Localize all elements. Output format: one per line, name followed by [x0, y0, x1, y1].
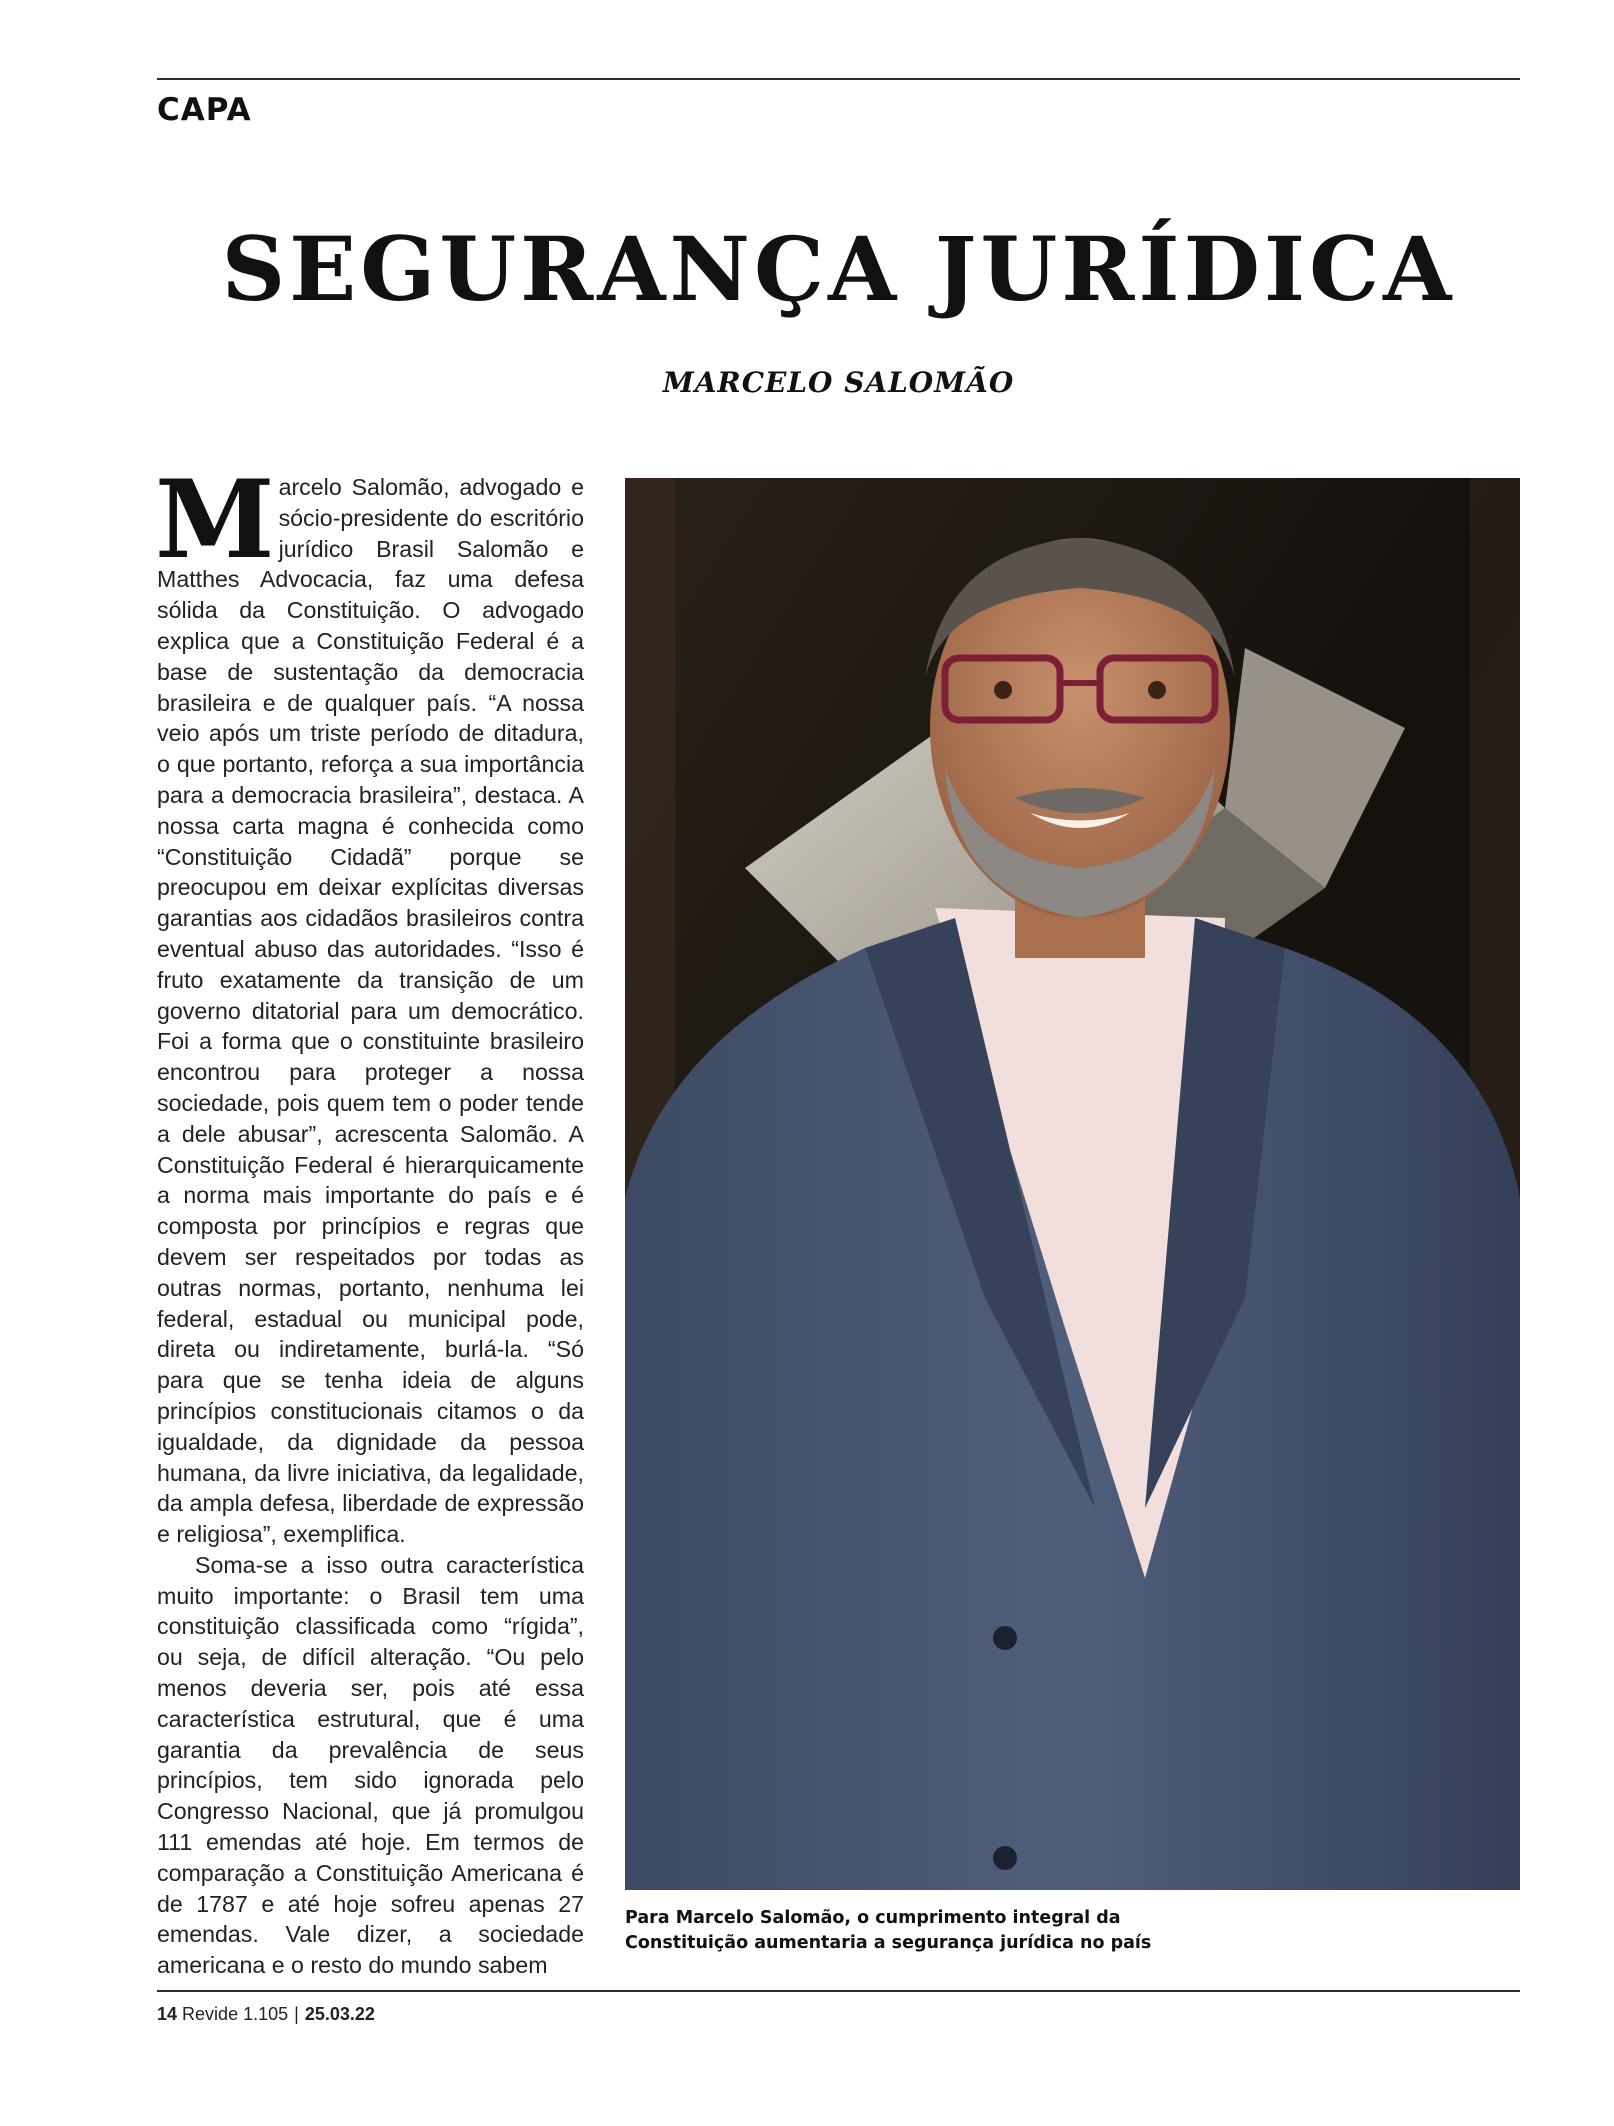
- publication-name: Revide 1.105: [182, 2004, 289, 2024]
- article-headline: SEGURANÇA JURÍDICA: [221, 217, 1456, 321]
- article-paragraph: Soma-se a isso outra característica muito importante: o Brasil tem uma constituição classificada como “rígida”, ou seja, de difícil alteração. “Ou pelo menos deveria ser, pois até essa característica estrutural, que é uma garantia da prevalência de seus princípios, tem sido ignorada pelo Congresso Nacional, que já promulgou 111 emendas até hoje. Em termos de comparação a Constituição Americana é de 1787 e até hoje sofreu apenas 27 emendas. Vale dizer, a sociedade americana e o resto do mundo sabem: [157, 1551, 584, 1979]
- portrait-illustration: [625, 478, 1520, 1890]
- photo-caption: [625, 1906, 1520, 1956]
- page-footer: [157, 2004, 375, 2025]
- bottom-rule: [157, 1990, 1520, 1992]
- portrait-photo: [625, 478, 1520, 1890]
- article-author: MARCELO SALOMÃO: [662, 366, 1015, 399]
- issue-date: 25.03.22: [304, 2004, 375, 2024]
- caption-line: Para Marcelo Salomão, o cumprimento integral da: [625, 1908, 1121, 1928]
- article-body: [155, 457, 584, 1979]
- footer-separator: |: [294, 2004, 299, 2024]
- top-rule: [157, 78, 1520, 80]
- article-paragraph: [155, 457, 584, 1550]
- caption-line: Constituição aumentaria a segurança jurídica no país: [625, 1933, 1152, 1953]
- paragraph-1-text: arcelo Salomão, advogado e sócio-presidente do escritório jurídico Brasil Salomão e Matthes Advocacia, faz uma defesa sólida da Constituição. O advogado explica que a Constituição Federal é a base de sustentação da democracia brasileira e de qualquer país. “A nossa veio após um triste período de ditadura, o que portanto, reforça a sua importância para a democracia brasileira”, destaca. A nossa carta magna é conhecida como “Constituição Cidadã” porque se preocupou em deixar explícitas diversas garantias aos cidadãos brasileiros contra eventual abuso das autoridades. “Isso é fruto exatamente da transição de um governo ditatorial para um democrático. Foi a forma que o constituinte brasileiro encontrou para proteger a nossa sociedade, pois quem tem o poder tende a dele abusar”, acrescenta Salomão. A Constituição Federal é hierarquicamente a norma mais importante do país e é composta por princípios e regras que devem ser respeitados por todas as outras normas, portanto, nenhuma lei federal, estadual ou municipal pode, direta ou indiretamente, burlá-la. “Só para que se tenha ideia de alguns princípios constitucionais citamos o da igualdade, da dignidade da pessoa humana, da livre iniciativa, da legalidade, da ampla defesa, liberdade de expressão e religiosa”, exemplifica.: [157, 474, 584, 1548]
- section-label: CAPA: [157, 92, 252, 128]
- drop-cap: M: [155, 457, 275, 583]
- page-number: 14: [157, 2004, 178, 2024]
